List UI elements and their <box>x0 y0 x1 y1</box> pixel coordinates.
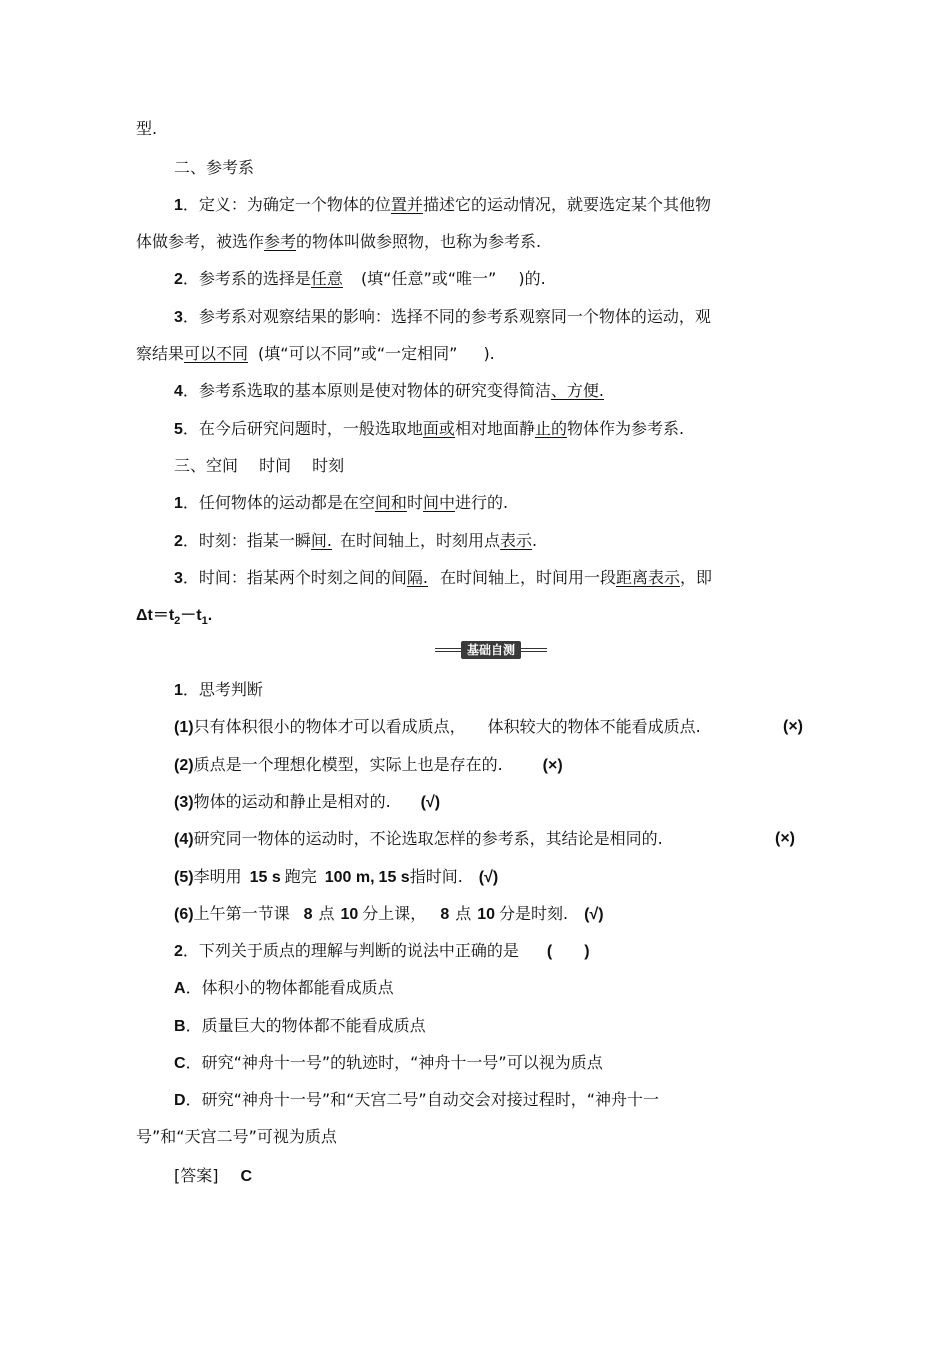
text: 相对地面静 <box>454 419 535 438</box>
judgement-3 <box>174 791 440 814</box>
answer-paren: ( ) <box>546 943 590 960</box>
fill-blank: 间. <box>310 531 333 550</box>
fill-blank: 、方便. <box>550 381 605 400</box>
subscript: 2 <box>174 615 181 628</box>
text: 在时间轴上，时刻用点 <box>340 531 501 550</box>
text: 质点是一个理想化模型，实际上也是存在的. <box>193 755 503 774</box>
paragraph-tail: 型. <box>136 119 158 138</box>
judgement-mark: (×) <box>542 757 563 774</box>
answer-line <box>174 1165 252 1188</box>
value: 10 <box>477 906 496 923</box>
section-heading-reference-frame: 二、参考系 <box>174 158 255 177</box>
text: 上午第一节课 <box>193 904 290 923</box>
option-text: ．研究“神舟十一号”和“天宫二号”自动交会对接过程时，“神舟十一 <box>185 1090 660 1109</box>
item-number: 4 <box>174 383 183 400</box>
fill-blank: 间中 <box>422 493 455 512</box>
time-formula <box>136 605 212 632</box>
judgement-4 <box>174 828 663 851</box>
text: 的物体叫做参照物，也称为参考系. <box>296 232 542 251</box>
text: (填“可以不同”或“一定相同” <box>258 344 458 363</box>
judgement-6 <box>174 903 604 926</box>
option-text: ．研究“神舟十一号”的轨迹时，“神舟十一号”可以视为质点 <box>185 1053 603 1072</box>
text: ．参考系对观察结果的影响：选择不同的参考系观察同一个物体的运动，观 <box>182 307 711 326</box>
text: 李明用 <box>193 867 242 886</box>
definition-3 <box>174 306 711 329</box>
fill-blank: 间和 <box>374 493 407 512</box>
judgement-4-mark: (×) <box>775 830 795 847</box>
text: ．下列关于质点的理解与判断的说法中正确的是 <box>182 941 519 960</box>
text: . <box>532 531 538 550</box>
text: 物体的运动和静止是相对的. <box>193 792 391 811</box>
time-item-3 <box>174 567 712 590</box>
text: 点 <box>318 904 335 923</box>
fill-blank: 表示 <box>500 531 533 550</box>
definition-2 <box>174 268 546 291</box>
item-number: 1 <box>174 197 183 214</box>
text: 只有体积很小的物体才可以看成质点， <box>193 717 466 736</box>
fill-blank: 止的 <box>534 419 567 438</box>
text: ). <box>483 344 495 363</box>
option-a <box>174 977 394 1000</box>
text: 指时间. <box>409 867 463 886</box>
text: 进行的. <box>454 493 509 512</box>
value: 10 <box>340 906 359 923</box>
option-c <box>174 1052 603 1075</box>
item-number: (3) <box>174 794 194 811</box>
fill-blank: 面或 <box>422 419 455 438</box>
judgement-1-mark: (×) <box>783 718 803 735</box>
fill-blank: 参考 <box>264 232 297 251</box>
judgement-mark: (√) <box>478 869 499 886</box>
text: 体积较大的物体不能看成质点. <box>487 717 701 736</box>
text: ．定义：为确定一个物体的位 <box>182 195 391 214</box>
item-number: 3 <box>174 309 183 326</box>
text: 体做参考，被选作 <box>136 232 265 251</box>
judgement-1 <box>174 716 701 739</box>
definition-1-cont <box>136 231 541 253</box>
item-number: 5 <box>174 421 183 438</box>
question-1-heading <box>174 679 263 702</box>
item-number: 2 <box>174 271 183 288</box>
option-b <box>174 1015 426 1038</box>
value: 15 s <box>249 869 281 886</box>
banner-rule-right <box>521 648 547 652</box>
definition-3-cont <box>136 343 495 365</box>
text: Δt＝t <box>136 607 175 624</box>
text: ．思考判断 <box>182 680 263 699</box>
text: 点 <box>455 904 472 923</box>
text: 察结果 <box>136 344 185 363</box>
text: ．任何物体的运动都是在空 <box>182 493 375 512</box>
text: )的. <box>518 269 546 288</box>
text: 研究同一物体的运动时，不论选取怎样的参考系，其结论是相同的. <box>193 829 663 848</box>
option-text: ．质量巨大的物体都不能看成质点 <box>185 1016 426 1035</box>
item-number: 2 <box>174 533 183 550</box>
time-item-2 <box>174 530 537 553</box>
fill-blank: 任意 <box>310 269 343 288</box>
text: ．在今后研究问题时，一般选取地 <box>182 419 423 438</box>
item-number: (6) <box>174 906 194 923</box>
question-2 <box>174 940 590 963</box>
value: 15 s <box>378 869 410 886</box>
text: ．时刻：指某一瞬 <box>182 531 311 550</box>
banner-label: 基础自测 <box>461 641 521 659</box>
text: ．参考系的选择是 <box>182 269 311 288</box>
text: 跑完 <box>284 867 317 886</box>
option-text: ．体积小的物体都能看成质点 <box>185 978 394 997</box>
fill-blank: 可以不同 <box>184 344 249 363</box>
value: 8 <box>303 906 313 923</box>
definition-4 <box>174 380 634 403</box>
value: 8 <box>440 906 450 923</box>
section-banner-self-test <box>435 640 547 660</box>
item-number: (2) <box>174 757 194 774</box>
subscript: 1 <box>201 615 208 628</box>
fill-blank: 隔. <box>406 568 429 587</box>
banner-rule-left <box>435 648 461 652</box>
judgement-mark: (√) <box>584 906 604 923</box>
option-letter: A <box>174 980 186 997</box>
answer-value: C <box>240 1168 253 1185</box>
fill-blank: 置并 <box>390 195 423 214</box>
option-letter: D <box>174 1092 186 1109</box>
fill-blank: 距离表示 <box>616 568 681 587</box>
text: －t <box>180 607 202 624</box>
judgement-5 <box>174 866 498 889</box>
text: ．时间：指某两个时刻之间的间 <box>182 568 407 587</box>
text: (填“任意”或“唯一” <box>360 269 497 288</box>
answer-label: [答案] <box>174 1166 219 1185</box>
text: 在时间轴上，时间用一段 <box>440 568 617 587</box>
option-letter: C <box>174 1055 186 1072</box>
text: ．参考系选取的基本原则是使对物体的研究变得简洁 <box>182 381 551 400</box>
section-heading-space-time: 三、空间 时间 时刻 <box>174 456 345 475</box>
text: 描述它的运动情况，就要选定某个其他物 <box>422 195 711 214</box>
item-number: (4) <box>174 831 194 848</box>
item-number: 1 <box>174 495 183 512</box>
item-number: 2 <box>174 943 183 960</box>
option-letter: B <box>174 1018 186 1035</box>
item-number: 3 <box>174 570 183 587</box>
judgement-2 <box>174 754 563 777</box>
definition-1 <box>174 194 711 217</box>
text: 分是时刻. <box>499 904 569 923</box>
option-d-cont: 号”和“天宫二号”可视为质点 <box>136 1127 337 1146</box>
judgement-mark: (√) <box>420 794 441 811</box>
item-number: (5) <box>174 869 194 886</box>
value: 100 m, <box>324 869 375 886</box>
text: . <box>207 607 213 624</box>
option-d <box>174 1089 659 1112</box>
text: ，即 <box>680 568 713 587</box>
time-item-1 <box>174 492 508 515</box>
definition-5 <box>174 418 684 441</box>
text: 物体作为参考系. <box>566 419 685 438</box>
item-number: (1) <box>174 719 194 736</box>
text: 时 <box>406 493 423 512</box>
item-number: 1 <box>174 682 183 699</box>
text: 分上课， <box>362 904 427 923</box>
